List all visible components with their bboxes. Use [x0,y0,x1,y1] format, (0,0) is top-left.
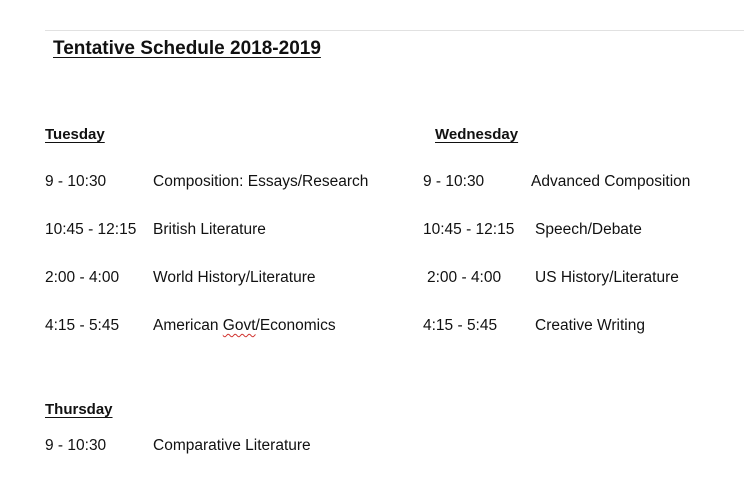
document-title: Tentative Schedule 2018-2019 [53,38,321,59]
wednesday-time-1: 9 - 10:30 [423,173,485,190]
tuesday-subject-3: World History/Literature [153,269,316,286]
tuesday-time-2: 10:45 - 12:15 [45,221,137,238]
subject-text-after: /Economics [255,317,336,334]
tuesday-subject-1: Composition: Essays/Research [153,173,369,190]
page-top-border [45,30,744,31]
spellcheck-flagged-word[interactable]: Govt [222,317,256,334]
tuesday-subject-2: British Literature [153,221,266,238]
tuesday-time-1: 9 - 10:30 [45,173,107,190]
wednesday-time-2: 10:45 - 12:15 [423,221,515,238]
wednesday-heading: Wednesday [435,126,519,143]
tuesday-time-3: 2:00 - 4:00 [45,269,120,286]
wednesday-subject-2: Speech/Debate [535,221,642,238]
wednesday-time-3: 2:00 - 4:00 [427,269,502,286]
thursday-subject-1: Comparative Literature [153,437,311,454]
wednesday-subject-3: US History/Literature [535,269,679,286]
thursday-heading: Thursday [45,401,113,418]
wednesday-subject-1: Advanced Composition [531,173,691,190]
tuesday-subject-4 [153,316,336,336]
subject-text-before: American [153,317,223,334]
tuesday-heading: Tuesday [45,126,105,143]
thursday-time-1: 9 - 10:30 [45,437,107,454]
wednesday-subject-4: Creative Writing [535,317,645,334]
tuesday-time-4: 4:15 - 5:45 [45,317,120,334]
wednesday-time-4: 4:15 - 5:45 [423,317,498,334]
